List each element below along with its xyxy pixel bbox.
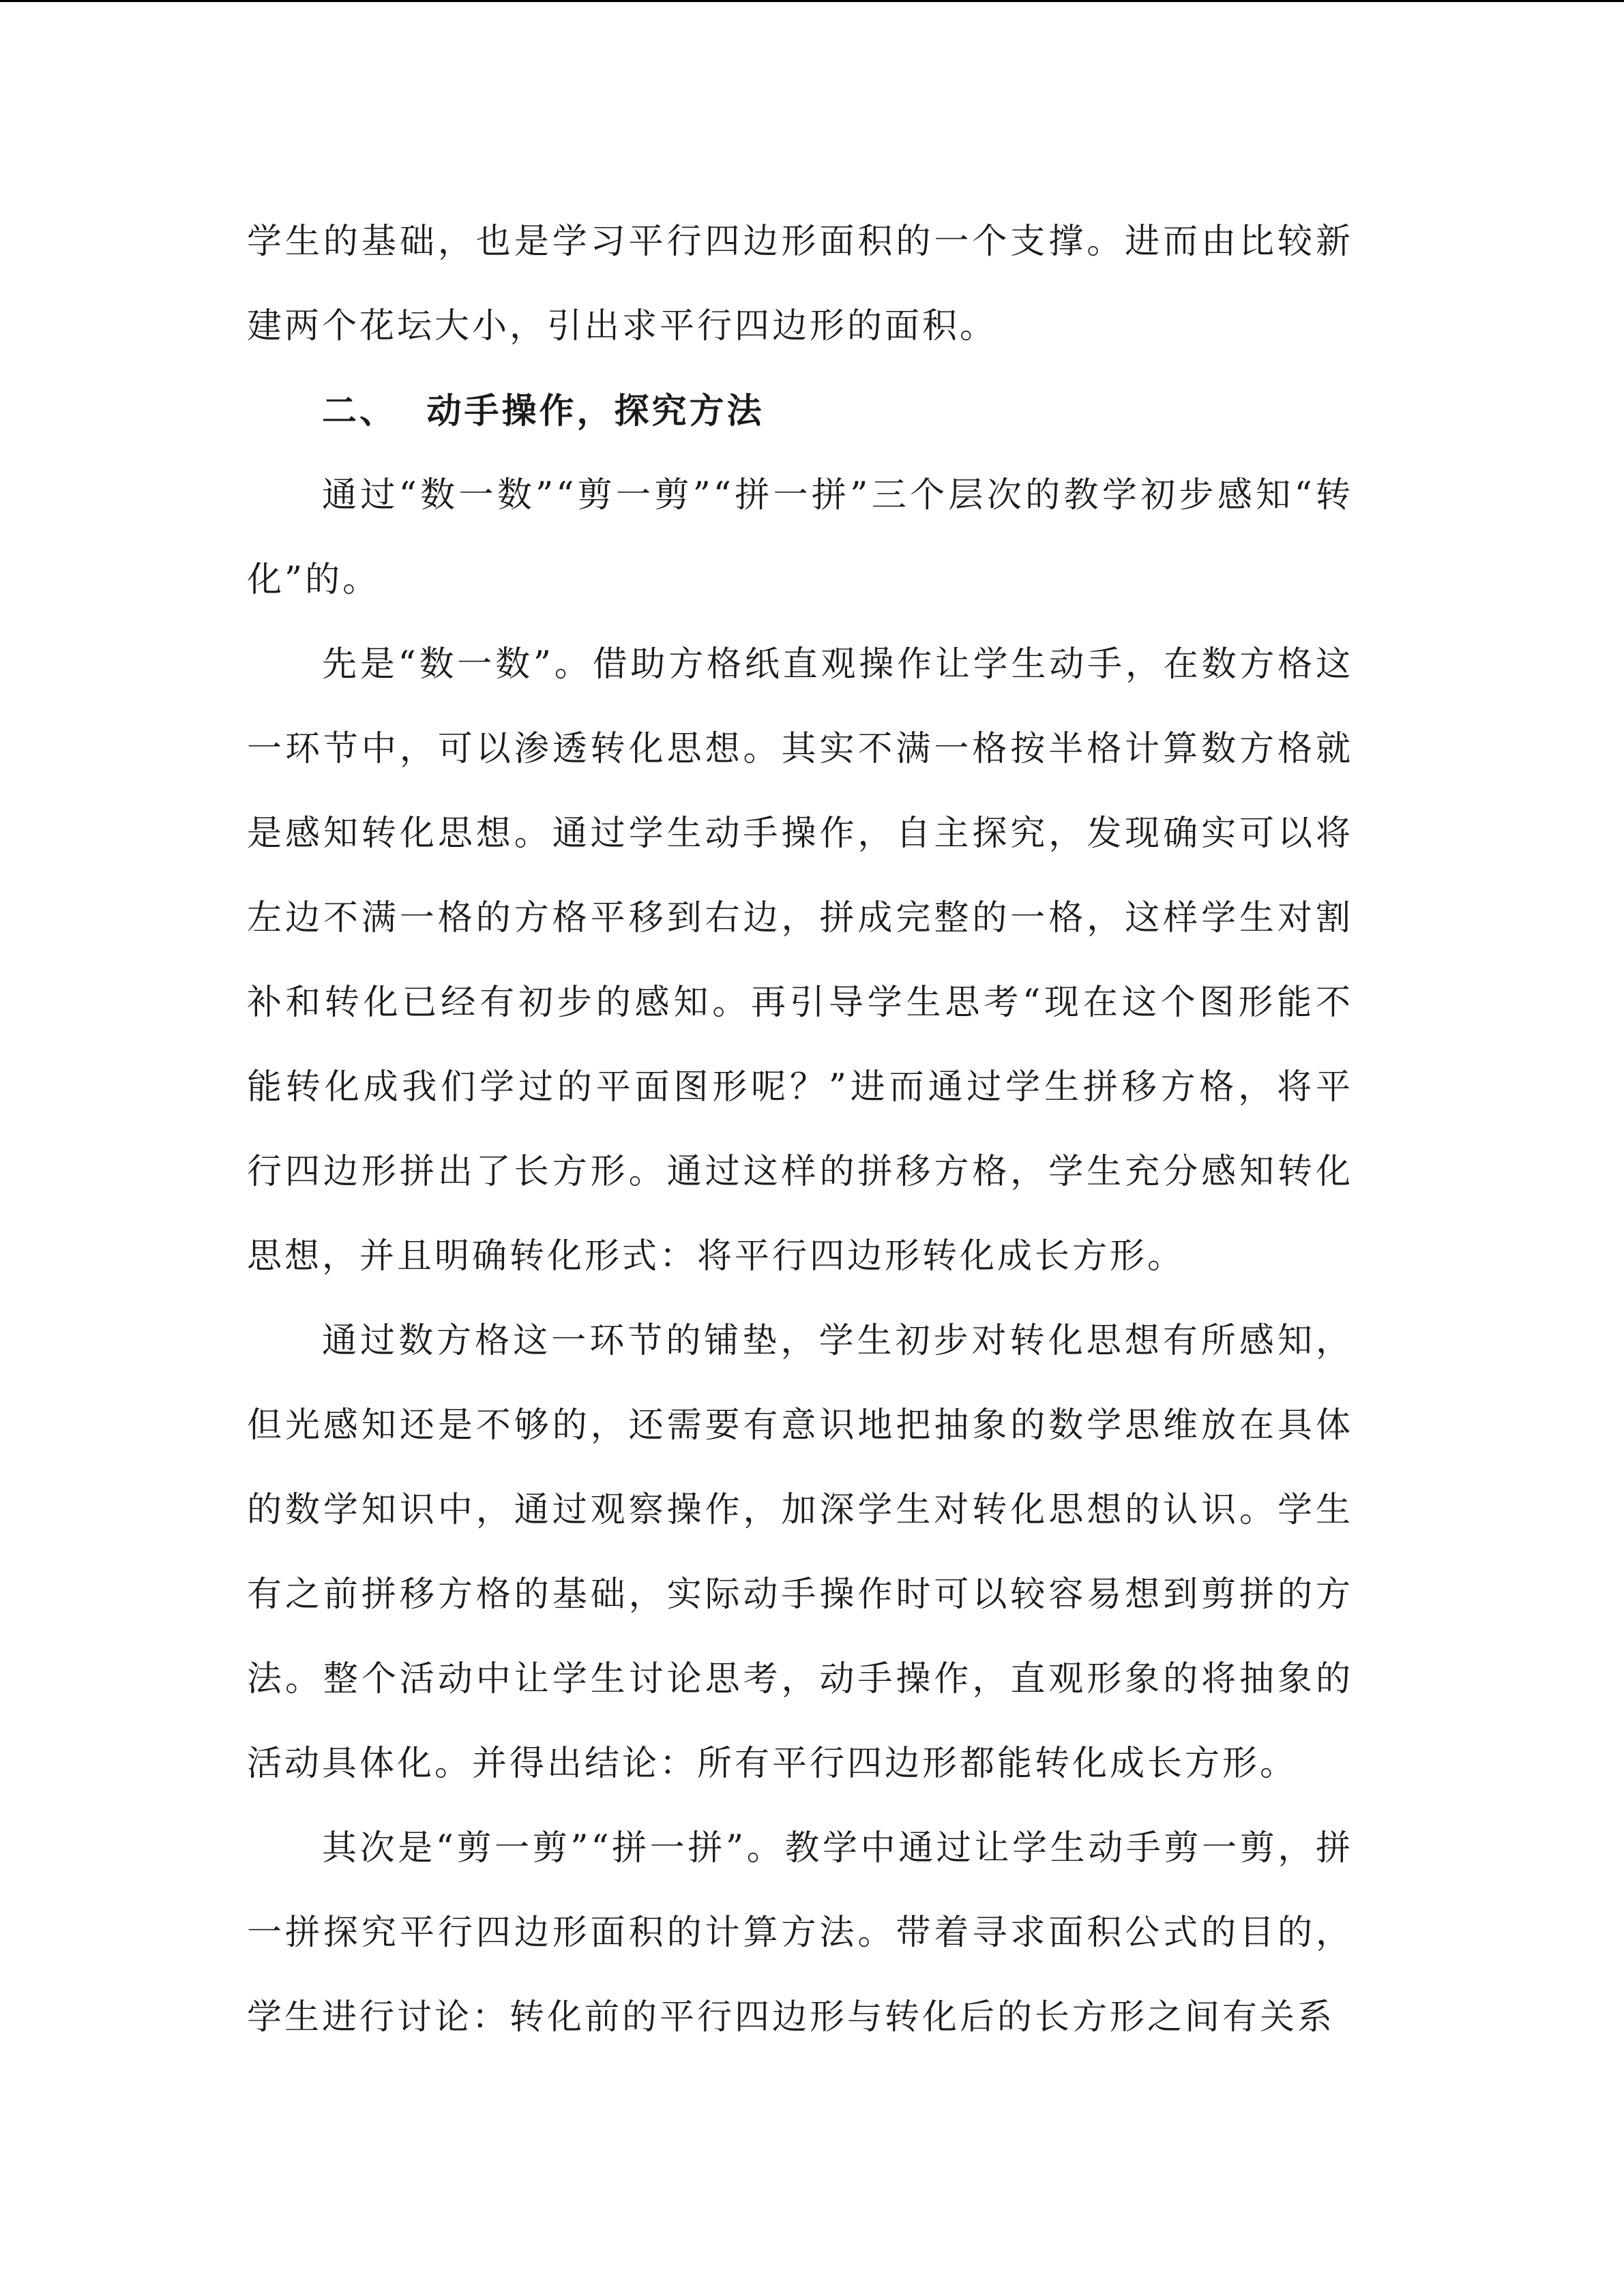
document-body (247, 200, 1353, 2060)
section-heading: 二、 动手操作，探究方法 (322, 391, 765, 432)
paragraph-intro-continuation: 学生的基础，也是学习平行四边形面积的一个支撑。进而由比较新建两个花坛大小，引出求平行四边形的面积。 (247, 222, 1353, 346)
paragraph-cut-and-assemble: 其次是“剪一剪”“拼一拼”。教学中通过让学生动手剪一剪，拼一拼探究平行四边形面积的计算方法。带着寻求面积公式的目的，学生进行讨论：转化前的平行四边形与转化后的长方形之间有关系 (247, 1828, 1353, 2038)
paragraph-count-squares: 先是“数一数”。借助方格纸直观操作让学生动手，在数方格这一环节中，可以渗透转化思想。其实不满一格按半格计算数方格就是感知转化思想。通过学生动手操作，自主探究，发现确实可以将左边不满一格的方格平移到右边，拼成完整的一格，这样学生对割补和转化已经有初步的感知。再引导学生思考“现在这个图形能不能转化成我们学过的平面图形呢？”进而通过学生拼移方格，将平行四边形拼出了长方形。通过这样的拼移方格，学生充分感知转化思想，并且明确转化形式：将平行四边形转化成长方形。 (247, 644, 1353, 1277)
paragraph-three-levels: 通过“数一数”“剪一剪”“拼一拼”三个层次的教学初步感知“转化”的。 (247, 475, 1353, 600)
paragraph-transformation-thinking: 通过数方格这一环节的铺垫，学生初步对转化思想有所感知，但光感知还是不够的，还需要有意识地把抽象的数学思维放在具体的数学知识中，通过观察操作，加深学生对转化思想的认识。学生有之前拼移方格的基础，实际动手操作时可以较容易想到剪拼的方法。整个活动中让学生讨论思考，动手操作，直观形象的将抽象的活动具体化。并得出结论：所有平行四边形都能转化成长方形。 (247, 1321, 1353, 1784)
